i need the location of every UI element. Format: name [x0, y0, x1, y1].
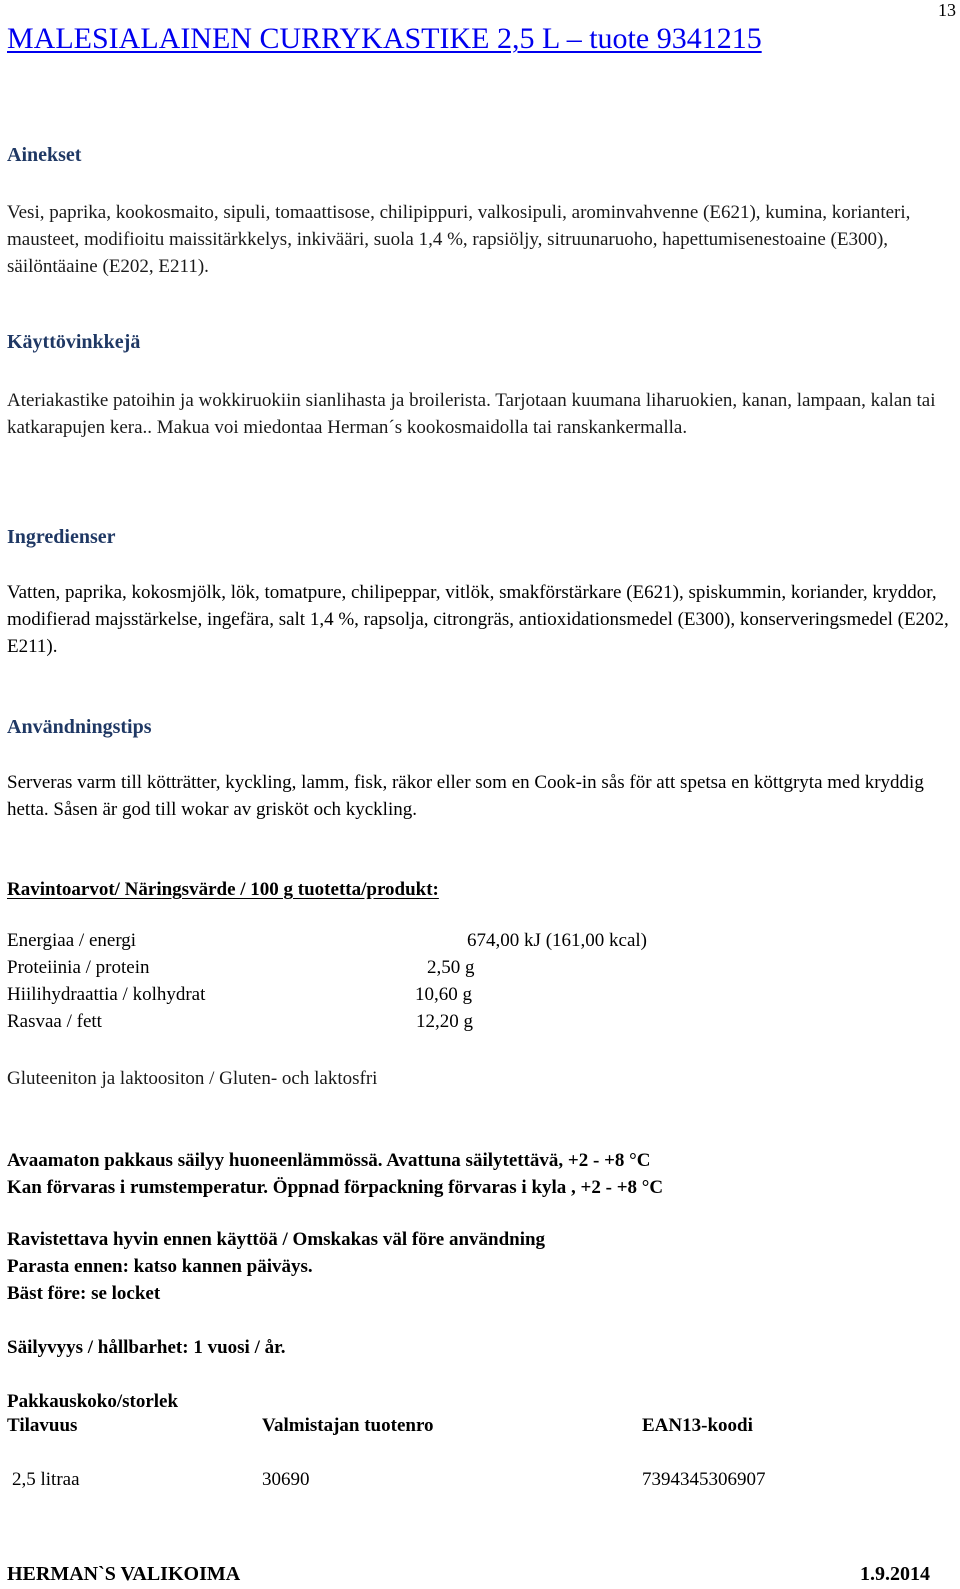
package-col-ean: EAN13-koodi: [642, 1415, 753, 1436]
footer-brand: HERMAN`S VALIKOIMA: [7, 1563, 241, 1585]
page-number: 13: [938, 0, 956, 20]
page-title[interactable]: MALESIALAINEN CURRYKASTIKE 2,5 L – tuote 9341215: [7, 22, 762, 55]
handling-line-3: Bäst före: se locket: [7, 1283, 161, 1304]
package-col-volume: Tilavuus: [7, 1415, 78, 1436]
package-col-product-no: Valmistajan tuotenro: [262, 1415, 434, 1436]
nutrition-label-carbs: Hiilihydraattia / kolhydrat: [7, 984, 206, 1005]
handling-line-2: Parasta ennen: katso kannen päiväys.: [7, 1256, 313, 1277]
nutrition-value-fat: 12,20 g: [416, 1011, 473, 1032]
nutrition-heading: Ravintoarvot/ Näringsvärde / 100 g tuotetta/produkt:: [7, 879, 439, 900]
kayttovinkkeja-heading: Käyttövinkkejä: [7, 331, 141, 353]
gluten-note: Gluteeniton ja laktoositon / Gluten- och laktosfri: [7, 1068, 378, 1089]
package-val-product-no: 30690: [262, 1469, 310, 1490]
anvandningstips-heading: Användningstips: [7, 716, 152, 738]
kayttovinkkeja-text: Ateriakastike patoihin ja wokkiruokiin sianlihasta ja broilerista. Tarjotaan kuumana liharuokien, kanan, lampaan, kalan tai katkarapujen kera.. Makua voi miedontaa Herman´s kookosmaidolla tai ranskankermalla.: [7, 390, 936, 438]
nutrition-value-protein: 2,50 g: [427, 957, 475, 978]
nutrition-value-carbs: 10,60 g: [415, 984, 472, 1005]
ingredienser-text: Vatten, paprika, kokosmjölk, lök, tomatpure, chilipeppar, vitlök, smakförstärkare (E621), spiskummin, koriander, kryddor, modifierad majsstärkelse, ingefära, salt 1,4 %, rapsolja, citrongräs, antioxidationsmedel (E300), konserveringsmedel (E202, E211).: [7, 582, 949, 657]
anvandningstips-text: Serveras varm till kötträtter, kyckling, lamm, fisk, räkor eller som en Cook-in sås för att spetsa en köttgryta med kryddig hetta. Såsen är god till wokar av grisköt och kyckling.: [7, 772, 924, 820]
footer-date: 1.9.2014: [860, 1563, 930, 1585]
package-val-volume: 2,5 litraa: [12, 1469, 80, 1490]
ainekset-text: Vesi, paprika, kookosmaito, sipuli, tomaattisose, chilipippuri, valkosipuli, arominvahvenne (E621), kumina, korianteri, mausteet, modifioitu maissitärkkelys, inkivääri, suola 1,4 %, rapsiöljy, sitruunaruoho, hapettumisenestoaine (E300), säilöntäaine (E202, E211).: [7, 202, 911, 277]
shelf-life: Säilyvyys / hållbarhet: 1 vuosi / år.: [7, 1337, 286, 1358]
storage-line-2: Kan förvaras i rumstemperatur. Öppnad förpackning förvaras i kyla , +2 - +8 °C: [7, 1177, 664, 1198]
package-heading: Pakkauskoko/storlek: [7, 1391, 179, 1412]
nutrition-label-energy: Energiaa / energi: [7, 930, 137, 951]
storage-line-1: Avaamaton pakkaus säilyy huoneenlämmössä. Avattuna säilytettävä, +2 - +8 °C: [7, 1150, 651, 1171]
nutrition-label-protein: Proteiinia / protein: [7, 957, 150, 978]
nutrition-label-fat: Rasvaa / fett: [7, 1011, 102, 1032]
ingredienser-heading: Ingredienser: [7, 526, 116, 548]
nutrition-value-energy: 674,00 kJ (161,00 kcal): [467, 930, 647, 951]
ainekset-heading: Ainekset: [7, 144, 82, 166]
package-val-ean: 7394345306907: [642, 1469, 766, 1490]
handling-line-1: Ravistettava hyvin ennen käyttöä / Omskakas väl före användning: [7, 1229, 546, 1250]
